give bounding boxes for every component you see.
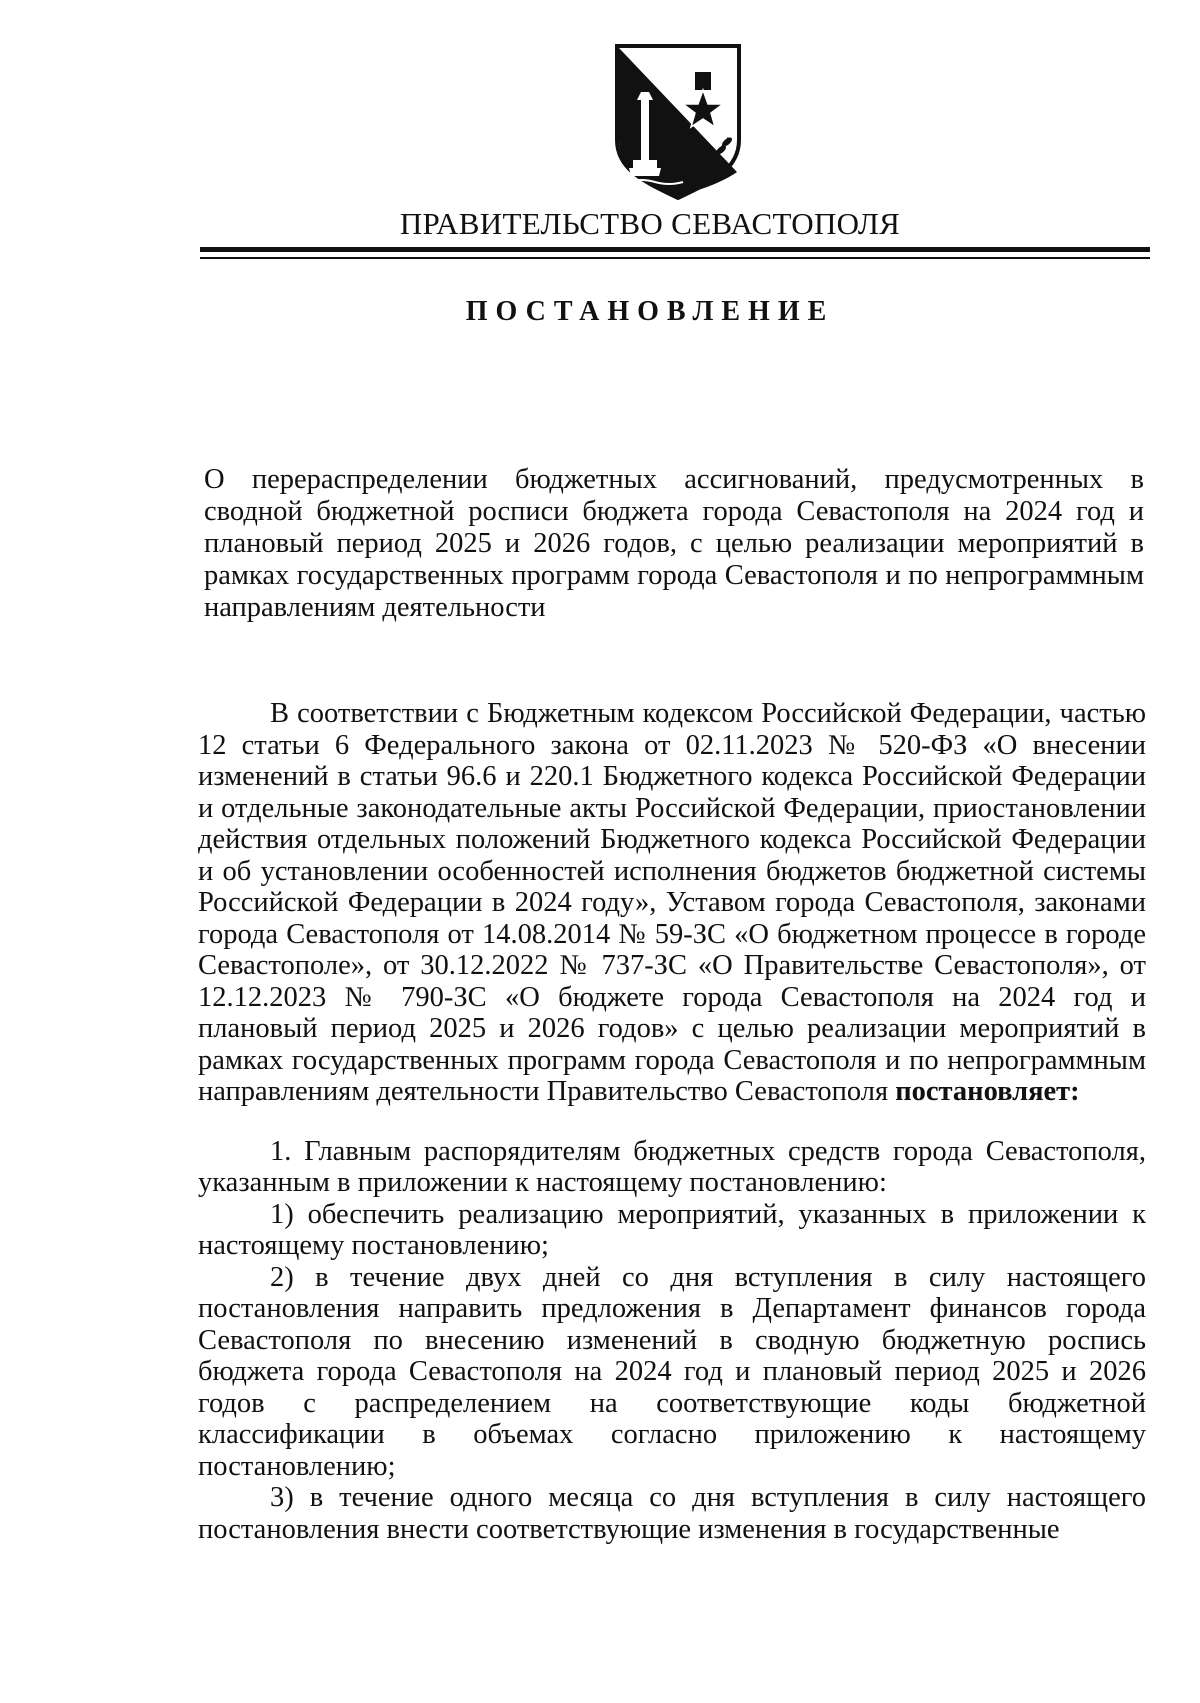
resolves-keyword: постановляет: — [895, 1076, 1080, 1107]
preamble-text: В соответствии с Бюджетным кодексом Российской Федерации, частью 12 статьи 6 Федерального закона от 02.11.2023 № 520-ФЗ «О внесении изменений в статьи 96.6 и 220.1 Бюджетного кодекса Российской Федерации и отдельные законодательные акты Российской Федерации, приостановлении действия отдельных положений Бюджетного кодекса Российской Федерации и об установлении особенностей исполнения бюджетов бюджетной системы Российской Федерации в 2024 году», Уставом города Севастополя, законами города Севастополя от 14.08.2014 № 59-ЗС «О бюджетном процессе в городе Севастополе», от 30.12.2022 № 737-ЗС «О Правительстве Севастополя», от 12.12.2023 № 790-ЗС «О бюджете города Севастополя на 2024 год и плановый период 2025 и 2026 годов» с целью реализации мероприятий в рамках государственных программ города Севастополя и по непрограммным направлениям деятельности Правительство Севастополя — [198, 698, 1146, 1107]
item-1: 1. Главным распорядителям бюджетных средств города Севастополя, указанным в приложении к настоящему постановлению: — [198, 1135, 1146, 1198]
preamble-paragraph — [198, 698, 1146, 1108]
item-1-1: 1) обеспечить реализацию мероприятий, указанных в приложении к настоящему постановлению; — [198, 1198, 1146, 1261]
header-divider-thick — [200, 247, 1150, 252]
coat-of-arms-icon — [611, 42, 745, 200]
item-1-3: 3) в течение одного месяца со дня вступления в силу настоящего постановления внести соответствующие изменения в государственные — [198, 1482, 1146, 1545]
document-type-title: ПОСТАНОВЛЕНИЕ — [465, 296, 835, 327]
item-1-2: 2) в течение двух дней со дня вступления в силу настоящего постановления направить предложения в Департамент финансов города Севастополя по внесению изменений в сводную бюджетную роспись бюджета города Севастополя на 2024 год и плановый период 2025 и 2026 годов с распределением на соответствующие коды бюджетной классификации в объемах согласно приложению к настоящему постановлению; — [198, 1261, 1146, 1482]
organization-name: ПРАВИТЕЛЬСТВО СЕВАСТОПОЛЯ — [399, 206, 901, 241]
document-body — [198, 698, 1146, 1545]
document-subject: О перераспределении бюджетных ассигнований, предусмотренных в сводной бюджетной росписи бюджета города Севастополя на 2024 год и плановый период 2025 и 2026 годов, с целью реализации мероприятий в рамках государственных программ города Севастополя и по непрограммным направлениям деятельности — [204, 464, 1144, 623]
header-divider-thin — [200, 257, 1150, 259]
